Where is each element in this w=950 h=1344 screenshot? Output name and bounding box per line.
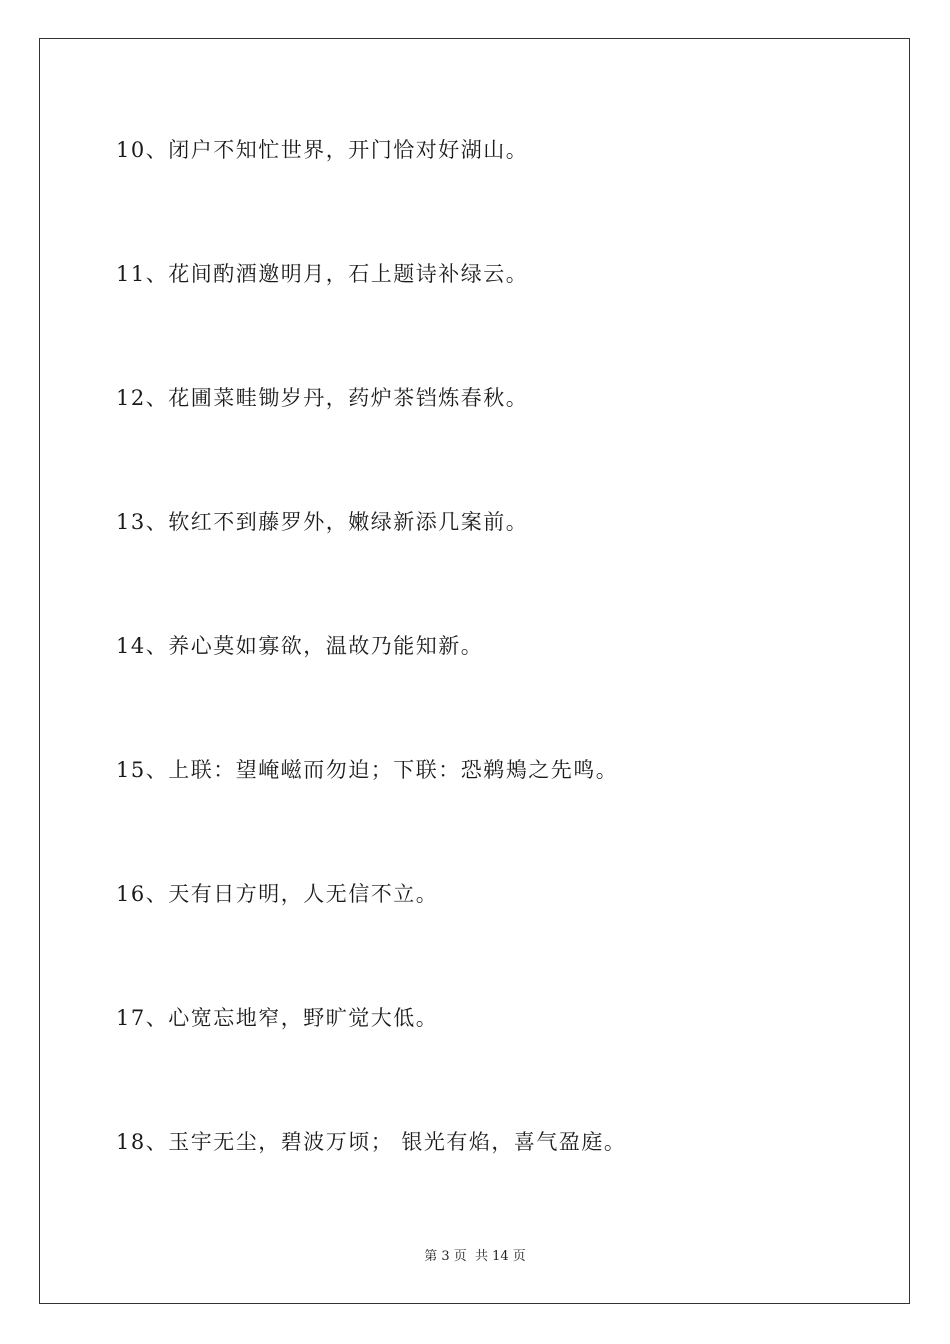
couplet-line-18: 18、玉宇无尘，碧波万顷； 银光有焰，喜气盈庭。 (116, 1130, 627, 1154)
couplet-line-17: 17、心宽忘地窄，野旷觉大低。 (116, 1006, 439, 1030)
couplet-line-13: 13、软红不到藤罗外，嫩绿新添几案前。 (116, 510, 529, 534)
couplet-line-10: 10、闭户不知忙世界，开门恰对好湖山。 (116, 138, 529, 162)
couplet-line-16: 16、天有日方明，人无信不立。 (116, 882, 439, 906)
page-number-footer: 第 3 页 共 14 页 (424, 1249, 526, 1264)
couplet-line-11: 11、花间酌酒邀明月，石上题诗补绿云。 (116, 262, 529, 286)
couplet-line-15: 15、上联：望崦嵫而勿迫；下联：恐鹈鴂之先鸣。 (116, 758, 619, 782)
couplet-line-14: 14、养心莫如寡欲，温故乃能知新。 (116, 634, 484, 658)
couplet-line-12: 12、花圃菜畦锄岁丹，药炉茶铛炼春秋。 (116, 386, 529, 410)
page-border (39, 38, 910, 1304)
